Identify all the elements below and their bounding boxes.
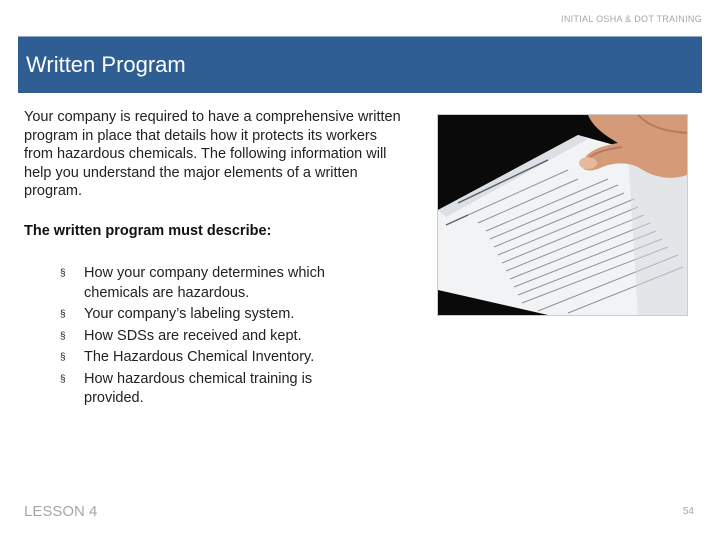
lesson-label: LESSON 4 [24,503,98,520]
subheading: The written program must describe: [24,223,272,239]
page-number: 54 [682,506,694,517]
bullet-list [60,264,360,411]
title-bar [18,36,702,93]
bullet-marker: § [60,373,66,385]
document-photo [437,114,688,316]
list-item: § How SDSs are received and kept. [60,327,360,347]
list-item: § How your company determines which chemicals are hazardous. [60,265,325,301]
intro-paragraph: Your company is required to have a comprehensive written program in place that details how it protects its workers from hazardous chemicals. The following information will help you understand the major elements of a written program. [24,109,401,199]
list-item: § Your company’s labeling system. [60,305,360,325]
bullet-marker: § [60,309,66,320]
slide-title: Written Program [26,52,186,77]
list-item: § How hazardous chemical training is provided. [60,370,313,406]
bullet-marker: § [60,268,66,279]
hand-holding-document-image [438,115,687,315]
bullet-marker: § [60,330,66,342]
header-caption: INITIAL OSHA & DOT TRAINING [561,14,702,24]
list-item: § The Hazardous Chemical Inventory. [60,348,360,368]
bullet-marker: § [60,352,66,363]
